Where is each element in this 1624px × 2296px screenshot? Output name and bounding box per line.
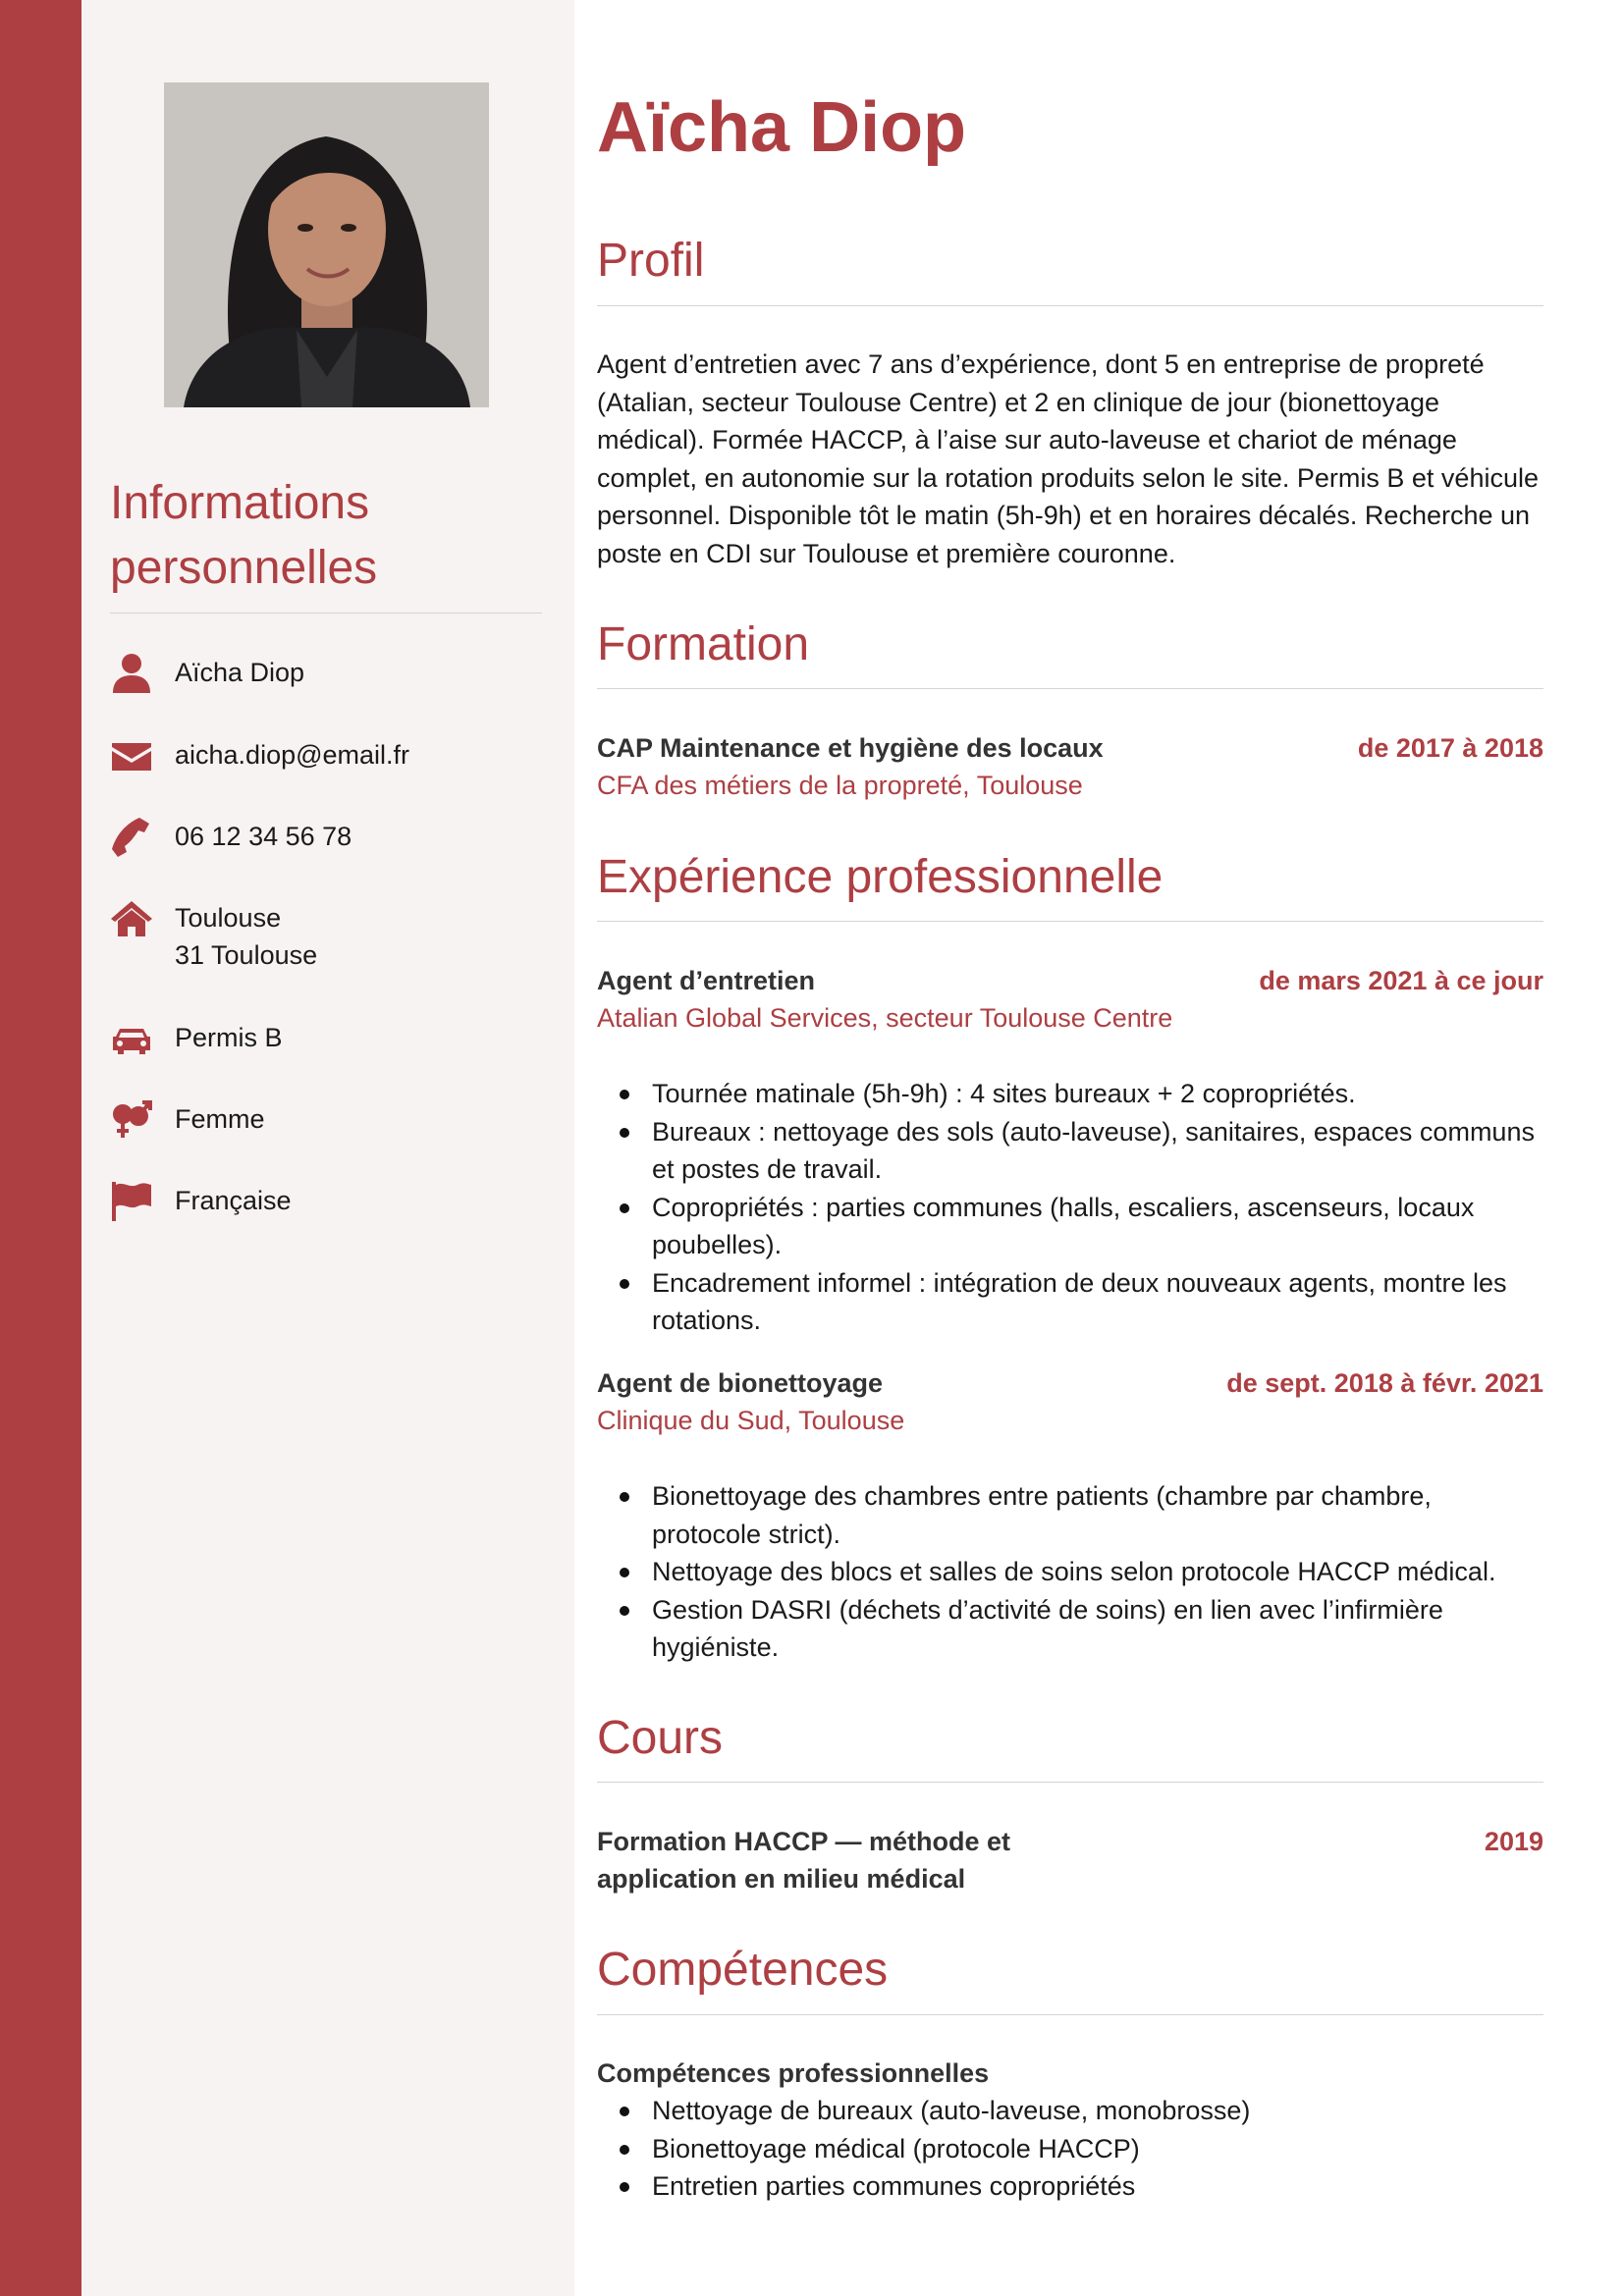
profile-photo bbox=[164, 82, 489, 407]
info-email-text[interactable]: aicha.diop@email.fr bbox=[175, 740, 410, 770]
skills-list bbox=[597, 2092, 1543, 2206]
info-address-line2: 31 Toulouse bbox=[175, 940, 318, 970]
candidate-name: Aïcha Diop bbox=[597, 88, 967, 167]
info-nationality-text: Française bbox=[175, 1186, 292, 1215]
info-gender bbox=[110, 1098, 542, 1157]
course-title-line1: Formation HACCP — méthode et bbox=[597, 1827, 1011, 1856]
section-divider bbox=[597, 2014, 1543, 2015]
experience-entry-title: Agent d’entretien bbox=[597, 966, 816, 995]
flag-icon bbox=[110, 1180, 153, 1223]
info-license-text: Permis B bbox=[175, 1023, 283, 1052]
user-icon bbox=[110, 652, 153, 695]
info-address-text bbox=[175, 899, 317, 974]
experience-bullet-list bbox=[597, 1075, 1543, 1340]
section-divider bbox=[597, 1782, 1543, 1783]
accent-bar bbox=[0, 0, 81, 2296]
section-title-formation: Formation bbox=[597, 618, 810, 670]
gender-icon bbox=[110, 1098, 153, 1142]
info-name bbox=[110, 652, 542, 711]
phone-icon bbox=[110, 816, 153, 859]
section-title-experience: Expérience professionnelle bbox=[597, 851, 1164, 903]
info-phone-text[interactable]: 06 12 34 56 78 bbox=[175, 822, 352, 851]
experience-entry-title: Agent de bionettoyage bbox=[597, 1368, 884, 1398]
list-item: Gestion DASRI (déchets d’activité de soins) en lien avec l’infirmière hygiéniste. bbox=[652, 1591, 1543, 1667]
profile-summary: Agent d’entretien avec 7 ans d’expérience, dont 5 en entreprise de propreté (Atalian, secteur Toulouse Centre) et 2 en clinique de jour (bionettoyage médical). Formée HACCP, à l’aise sur auto-laveuse et chariot de ménage complet, en autonomie sur la rotation produits selon le site. Permis B et véhicule personnel. Disponible tôt le matin (5h-9h) et en horaires décalés. Recherche un poste en CDI sur Toulouse et première couronne. bbox=[597, 349, 1539, 568]
course-entry-date: 2019 bbox=[1484, 1827, 1543, 1856]
section-divider bbox=[597, 305, 1543, 306]
info-name-text: Aïcha Diop bbox=[175, 658, 305, 687]
section-title-competences: Compétences bbox=[597, 1944, 889, 1996]
list-item: Nettoyage des blocs et salles de soins selon protocole HACCP médical. bbox=[652, 1553, 1543, 1591]
list-item: Bureaux : nettoyage des sols (auto-laveuse), sanitaires, espaces communs et postes de travail. bbox=[652, 1113, 1543, 1189]
envelope-icon bbox=[110, 734, 153, 777]
list-item: Entretien parties communes copropriétés bbox=[652, 2167, 1543, 2206]
info-address bbox=[110, 897, 542, 986]
sidebar-title-line2: personnelles bbox=[110, 542, 378, 594]
car-icon bbox=[110, 1017, 153, 1060]
list-item: Encadrement informel : intégration de deux nouveaux agents, montre les rotations. bbox=[652, 1264, 1543, 1340]
sidebar-title-line1: Informations bbox=[110, 477, 370, 529]
experience-entry-date: de mars 2021 à ce jour bbox=[1259, 966, 1543, 995]
info-phone bbox=[110, 816, 542, 875]
info-nationality bbox=[110, 1180, 542, 1239]
course-entry-title bbox=[597, 1823, 1010, 1897]
info-email bbox=[110, 734, 542, 793]
section-divider bbox=[597, 921, 1543, 922]
sidebar-divider bbox=[110, 613, 542, 614]
formation-entry-school: CFA des métiers de la propreté, Toulouse bbox=[597, 771, 1083, 800]
list-item: Tournée matinale (5h-9h) : 4 sites bureaux + 2 copropriétés. bbox=[652, 1075, 1543, 1113]
sidebar-title bbox=[110, 471, 542, 601]
list-item: Copropriétés : parties communes (halls, escaliers, ascenseurs, locaux poubelles). bbox=[652, 1189, 1543, 1264]
experience-bullet-list bbox=[597, 1477, 1543, 1667]
info-address-line1: Toulouse bbox=[175, 903, 282, 933]
list-item: Bionettoyage médical (protocole HACCP) bbox=[652, 2130, 1543, 2168]
info-license bbox=[110, 1017, 542, 1076]
skills-subtitle: Compétences professionnelles bbox=[597, 2058, 990, 2088]
section-divider bbox=[597, 688, 1543, 689]
list-item: Bionettoyage des chambres entre patients (chambre par chambre, protocole strict). bbox=[652, 1477, 1543, 1553]
home-icon bbox=[110, 897, 153, 940]
formation-entry-date: de 2017 à 2018 bbox=[1357, 733, 1543, 763]
section-title-profil: Profil bbox=[597, 235, 705, 287]
list-item: Nettoyage de bureaux (auto-laveuse, monobrosse) bbox=[652, 2092, 1543, 2130]
info-gender-text: Femme bbox=[175, 1104, 265, 1134]
experience-entry-employer: Atalian Global Services, secteur Toulouse Centre bbox=[597, 1003, 1173, 1033]
experience-entry-date: de sept. 2018 à févr. 2021 bbox=[1226, 1368, 1543, 1398]
formation-entry-title: CAP Maintenance et hygiène des locaux bbox=[597, 733, 1104, 763]
course-title-line2: application en milieu médical bbox=[597, 1864, 966, 1894]
experience-entry-employer: Clinique du Sud, Toulouse bbox=[597, 1406, 905, 1435]
section-title-cours: Cours bbox=[597, 1712, 724, 1764]
